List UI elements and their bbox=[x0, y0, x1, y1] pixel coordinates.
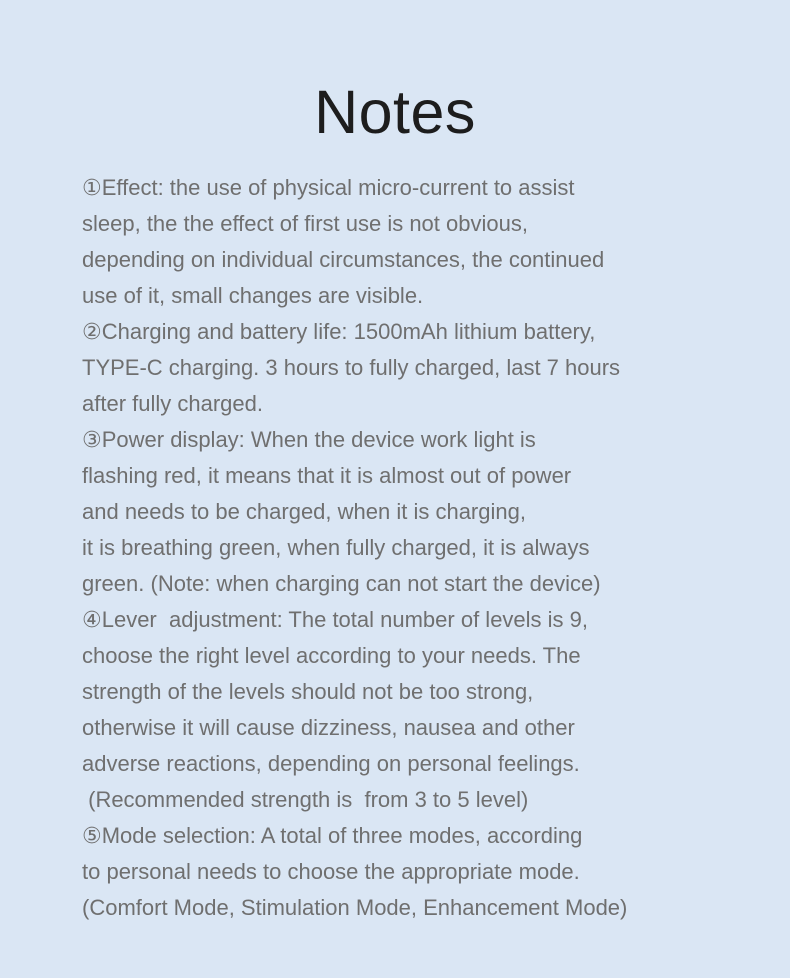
notes-line: sleep, the the effect of first use is not obvious, bbox=[82, 211, 528, 236]
notes-line: choose the right level according to your needs. The bbox=[82, 643, 581, 668]
notes-line: flashing red, it means that it is almost out of power bbox=[82, 463, 572, 488]
notes-line: green. (Note: when charging can not start the device) bbox=[82, 571, 601, 596]
notes-line: ①Effect: the use of physical micro-current to assist bbox=[82, 175, 575, 200]
notes-line: ③Power display: When the device work light is bbox=[82, 427, 536, 452]
notes-line: after fully charged. bbox=[82, 391, 263, 416]
page-title: Notes bbox=[314, 78, 476, 146]
notes-line: to personal needs to choose the appropriate mode. bbox=[82, 859, 580, 884]
notes-line: otherwise it will cause dizziness, nausea and other bbox=[82, 715, 575, 740]
notes-line: ④Lever adjustment: The total number of levels is 9, bbox=[82, 607, 589, 632]
notes-line: (Recommended strength is from 3 to 5 level) bbox=[82, 787, 529, 812]
notes-line: TYPE-C charging. 3 hours to fully charged, last 7 hours bbox=[82, 355, 621, 380]
notes-line: depending on individual circumstances, the continued bbox=[82, 247, 605, 272]
notes-line: strength of the levels should not be too strong, bbox=[82, 679, 534, 704]
notes-line: use of it, small changes are visible. bbox=[82, 283, 424, 308]
notes-line: (Comfort Mode, Stimulation Mode, Enhancement Mode) bbox=[82, 895, 628, 920]
notes-line: it is breathing green, when fully charged, it is always bbox=[82, 535, 590, 560]
notes-line: and needs to be charged, when it is charging, bbox=[82, 499, 526, 524]
notes-line: adverse reactions, depending on personal feelings. bbox=[82, 751, 580, 776]
notes-line: ⑤Mode selection: A total of three modes, according bbox=[82, 823, 583, 848]
notes-line: ②Charging and battery life: 1500mAh lithium battery, bbox=[82, 319, 596, 344]
notes-body bbox=[82, 170, 762, 926]
